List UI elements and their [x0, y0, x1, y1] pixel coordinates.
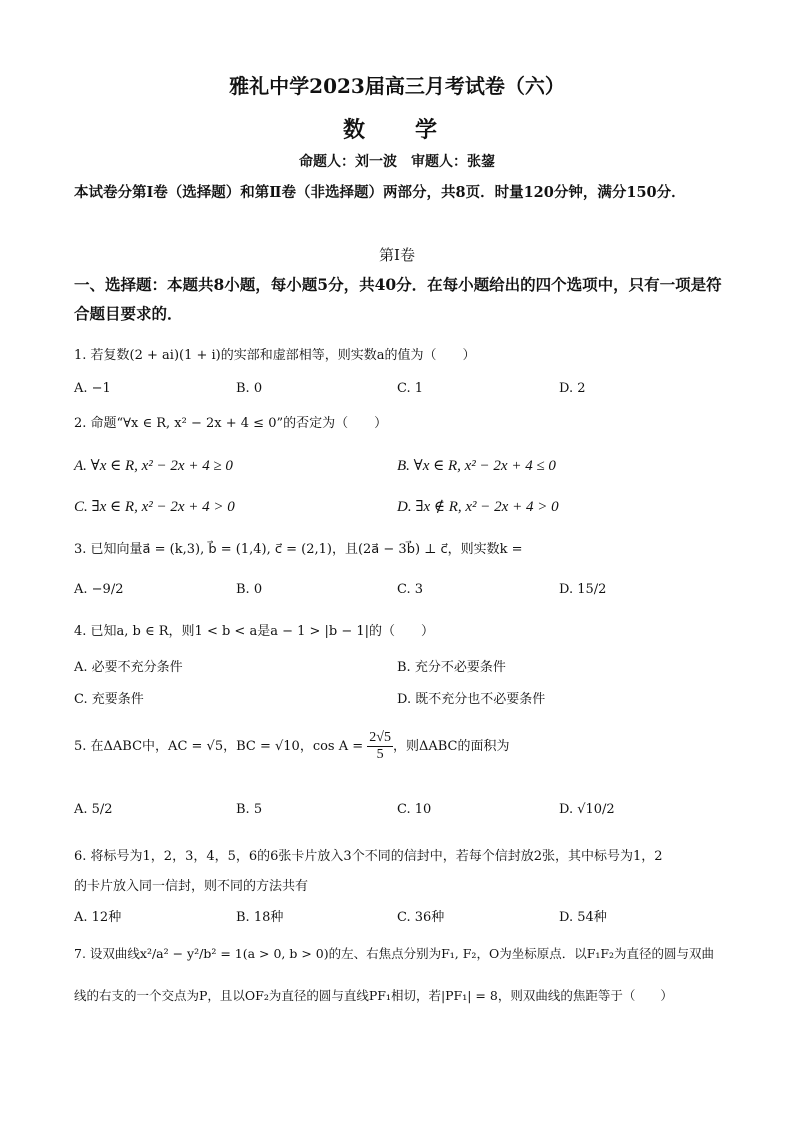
question-6-option-a: A. 12种: [74, 910, 122, 925]
question-4-option-d: D. 既不充分也不必要条件: [397, 692, 546, 707]
question-5-stem: [74, 730, 510, 763]
question-2-option-d: D. ∃x ∉ R, x² − 2x + 4 > 0: [397, 499, 559, 515]
question-2-option-b: B. ∀x ∈ R, x² − 2x + 4 ≤ 0: [397, 458, 556, 474]
question-7-stem-line-1: 7. 设双曲线x²/a² − y²/b² = 1(a > 0, b > 0)的左、右焦点分别为F₁, F₂，O为坐标原点．以F₁F₂为直径的圆与双曲: [74, 946, 715, 961]
question-2-option-a: A. ∀x ∈ R, x² − 2x + 4 ≥ 0: [74, 458, 233, 474]
authors-line: 命题人：刘一波 审题人：张鋆: [299, 154, 495, 170]
question-5-option-a: A. 5/2: [74, 802, 113, 817]
question-6-option-b: B. 18种: [236, 910, 284, 925]
question-5-stem-start: 5. 在ΔABC中，AC = √5，BC = √10，cos A =: [74, 739, 368, 754]
question-1-option-d: D. 2: [559, 381, 586, 396]
question-3-option-a: A. −9/2: [74, 582, 124, 597]
question-4-option-c: C. 充要条件: [74, 692, 144, 707]
fraction-denominator: 5: [376, 747, 384, 762]
part-one-instructions: 一、选择题：本题共8小题，每小题5分，共40分．在每小题给出的四个选项中，只有一项是符合题目要求的．: [74, 275, 722, 323]
question-1-option-c: C. 1: [397, 381, 424, 396]
cos-a-fraction: [367, 730, 393, 763]
exam-title: 雅礼中学2023届高三月考试卷（六）: [229, 74, 565, 98]
question-5-option-b: B. 5: [236, 802, 263, 817]
question-4-option-b: B. 充分不必要条件: [397, 660, 506, 675]
question-1-option-a: A. −1: [74, 381, 111, 396]
question-3-option-d: D. 15/2: [559, 582, 607, 597]
subject-title: 数 学: [342, 117, 451, 143]
question-6-stem-line-1: 6. 将标号为1，2，3，4，5，6的6张卡片放入3个不同的信封中，若每个信封放2张，其中标号为1，2: [74, 849, 663, 864]
question-3-stem: 3. 已知向量a⃗ = (k,3), b⃗ = (1,4), c⃗ = (2,1)，且(2a⃗ − 3b⃗) ⊥ c⃗，则实数k =: [74, 542, 523, 557]
question-5-stem-end: ，则ΔABC的面积为: [392, 739, 510, 754]
question-3-option-b: B. 0: [236, 582, 263, 597]
question-2-stem: 2. 命题“∀x ∈ R, x² − 2x + 4 ≤ 0”的否定为（ ）: [74, 416, 388, 431]
question-1-option-b: B. 0: [236, 381, 263, 396]
exam-instructions: 本试卷分第Ⅰ卷（选择题）和第Ⅱ卷（非选择题）两部分，共8页．时量120分钟，满分150分．: [74, 184, 686, 201]
question-6-option-d: D. 54种: [559, 910, 607, 925]
question-2-option-c: C. ∃x ∈ R, x² − 2x + 4 > 0: [74, 499, 235, 515]
question-6-stem-line-2: 的卡片放入同一信封，则不同的方法共有: [74, 879, 309, 894]
question-4-stem: 4. 已知a, b ∈ R，则1 < b < a是a − 1 > |b − 1|的（ ）: [74, 624, 435, 639]
question-1-stem: 1. 若复数(2 + ai)(1 + i)的实部和虚部相等，则实数a的值为（ ）: [74, 348, 476, 363]
question-7-stem-line-2: 线的右支的一个交点为P，且以OF₂为直径的圆与直线PF₁相切，若|PF₁| = 8，则双曲线的焦距等于（ ）: [74, 988, 673, 1003]
question-6-option-c: C. 36种: [397, 910, 445, 925]
fraction-numerator: 2√5: [369, 730, 391, 745]
question-4-option-a: A. 必要不充分条件: [74, 660, 183, 675]
section-title: 第Ⅰ卷: [379, 246, 415, 264]
question-3-option-c: C. 3: [397, 582, 424, 597]
question-5-option-d: D. √10/2: [559, 802, 615, 817]
question-5-option-c: C. 10: [397, 802, 432, 817]
